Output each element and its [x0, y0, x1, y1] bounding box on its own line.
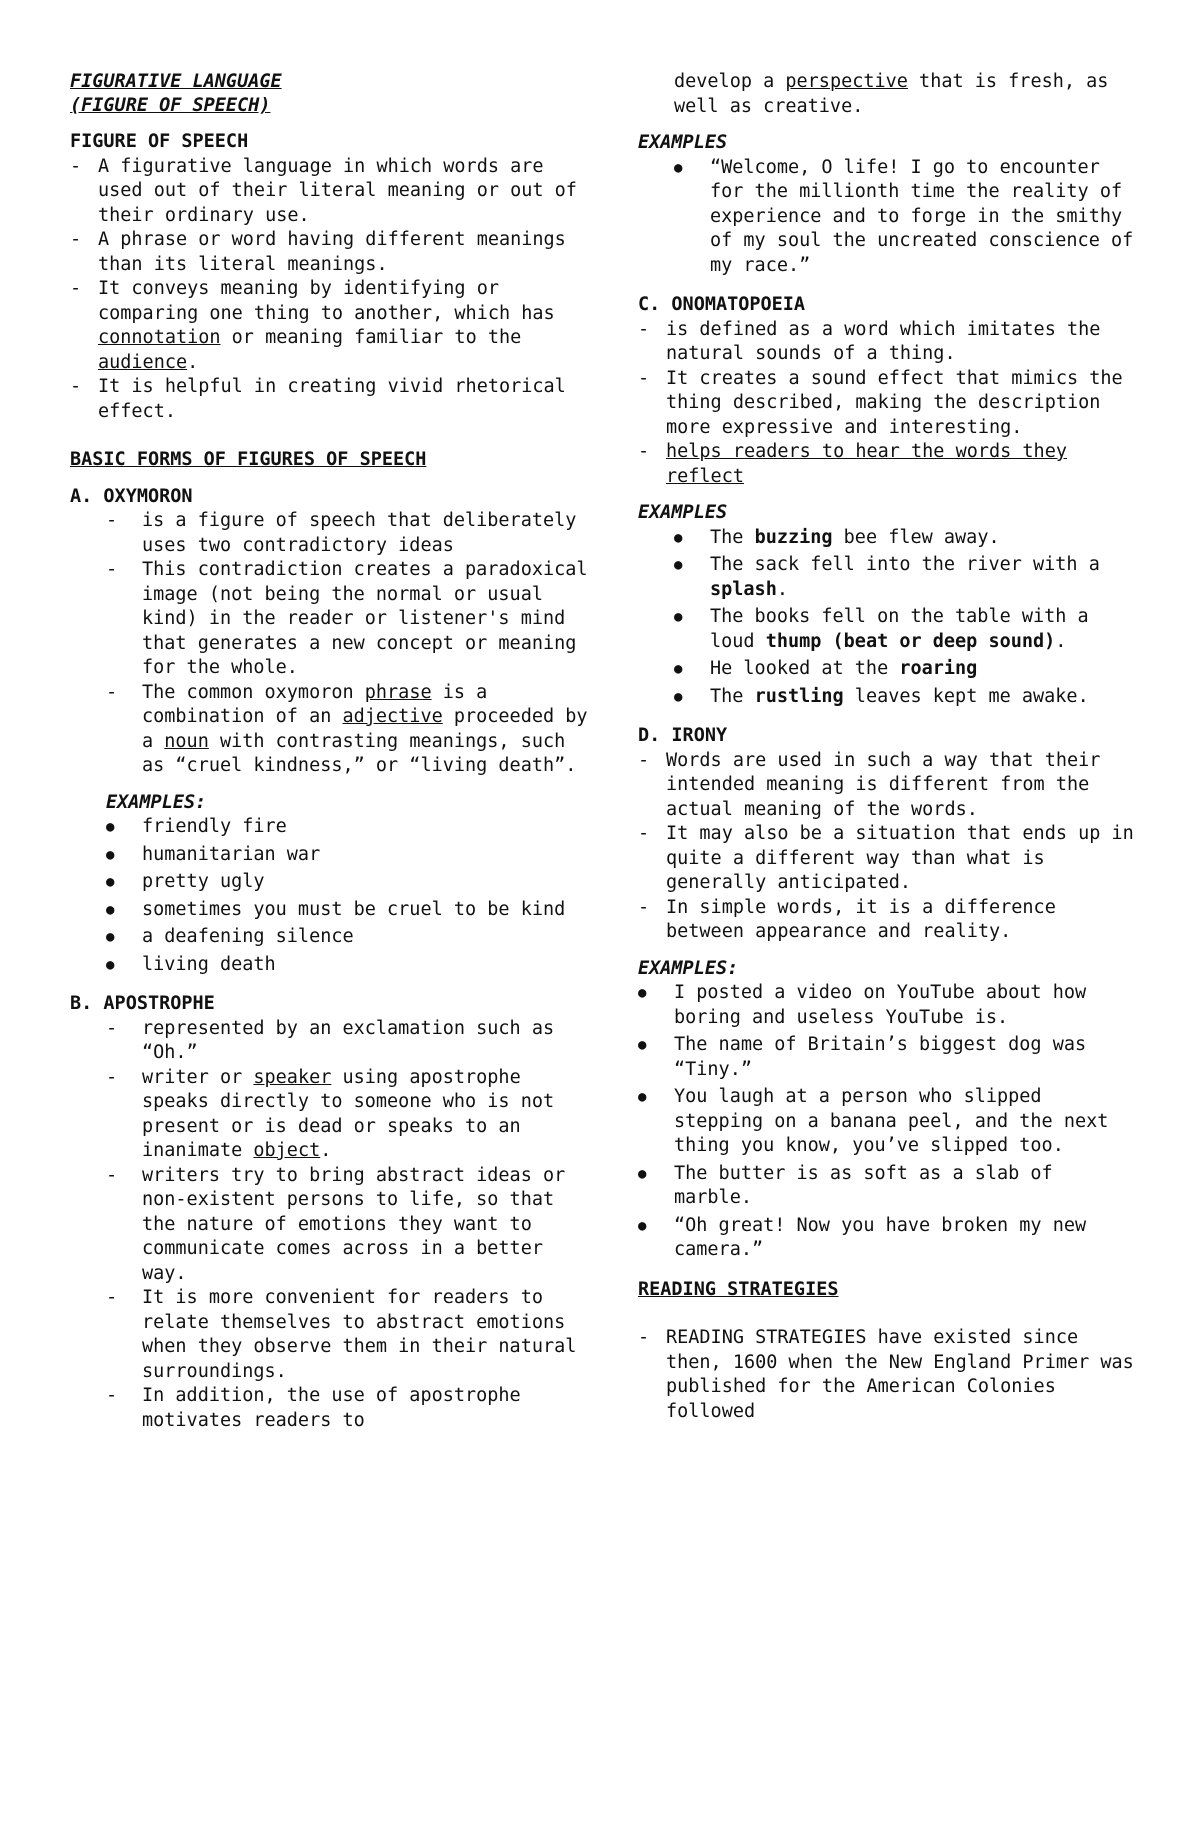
list-item: ● The books fell on the table with a loud thump (beat or deep sound). [674, 605, 1138, 654]
list-item: - A figurative language in which words are used out of their literal meaning or out of their ordinary use. [70, 155, 590, 229]
list-item: - Words are used in such a way that their intended meaning is different from the actual meaning of the words. [638, 749, 1138, 823]
oxymoron-heading: A. OXYMORON [70, 485, 193, 507]
figure-of-speech-list [70, 155, 590, 425]
left-column [70, 70, 590, 1433]
underlined-term: adjective [342, 706, 443, 727]
underlined-term: connotation [98, 327, 221, 348]
continuation-text: develop a perspective that is fresh, as well as creative. [674, 71, 1109, 117]
reading-strategies-heading: READING STRATEGIES [638, 1278, 839, 1300]
underlined-term: helps readers to hear the words they reflect [666, 441, 1067, 487]
list-item: - A phrase or word having different meanings than its literal meanings. [70, 228, 590, 277]
list-item: - is defined as a word which imitates the natural sounds of a thing. [638, 318, 1138, 367]
list-item: ● The sack fell into the river with a splash. [674, 553, 1138, 602]
apostrophe-heading: B. APOSTROPHE [70, 993, 215, 1014]
irony-examples-list [638, 981, 1138, 1263]
underlined-term: speaker [253, 1066, 332, 1088]
underlined-term: audience [98, 351, 188, 373]
list-item: - It is helpful in creating vivid rhetorical effect. [70, 375, 590, 424]
list-item: - READING STRATEGIES have existed since then, 1600 when the New England Primer was published for the American Colonies followed [638, 1326, 1138, 1424]
apostrophe-examples-list [674, 156, 1138, 279]
list-item: ● The rustling leaves kept me awake. [674, 685, 1138, 710]
list-item: ● “Welcome, O life! I go to encounter for the millionth time the reality of experience and to forge in the smithy of my soul the uncreated conscience of my race.” [674, 156, 1138, 279]
list-item: ● The name of Britain’s biggest dog was “Tiny.” [638, 1033, 1138, 1082]
irony-list [638, 749, 1138, 945]
list-item: ● living death [106, 953, 590, 978]
list-item: ● “Oh great! Now you have broken my new camera.” [638, 1214, 1138, 1263]
onomatopoeia-examples-label: EXAMPLES [638, 502, 728, 523]
oxymoron-examples-label: EXAMPLES: [106, 791, 207, 813]
list-item: ● humanitarian war [106, 843, 590, 868]
figure-of-speech-heading: FIGURE OF SPEECH [70, 131, 249, 152]
list-item: - It creates a sound effect that mimics the thing described, making the description more expressive and interesting. [638, 367, 1138, 441]
list-item: ● He looked at the roaring [674, 657, 1138, 682]
apostrophe-examples-label: EXAMPLES [638, 132, 728, 153]
list-item: ● The butter is as soft as a slab of marble. [638, 1162, 1138, 1211]
document-title-line2: (FIGURE OF SPEECH) [70, 95, 271, 116]
list-item: ● You laugh at a person who slipped stepping on a banana peel, and the next thing you know, you’ve slipped too. [638, 1085, 1138, 1159]
list-item: - It is more convenient for readers to relate themselves to abstract emotions when they observe them in their natural surroundings. [106, 1286, 590, 1384]
list-item: - This contradiction creates a paradoxical image (not being the normal or usual kind) in the reader or listener's mind that generates a new concept or meaning for the whole. [106, 558, 590, 681]
onomatopoeia-heading: C. ONOMATOPOEIA [638, 294, 806, 315]
basic-forms-heading: BASIC FORMS OF FIGURES OF SPEECH [70, 449, 427, 470]
document-title-line1: FIGURATIVE LANGUAGE [70, 71, 282, 92]
list-item: - It conveys meaning by identifying or comparing one thing to another, which has connotation or meaning familiar to the audience. [70, 277, 590, 375]
reading-strategies-list [638, 1326, 1138, 1424]
list-item: ● sometimes you must be cruel to be kind [106, 898, 590, 923]
underlined-term: noun [164, 730, 209, 752]
onomatopoeia-list [638, 318, 1138, 490]
list-item: - The common oxymoron phrase is a combination of an adjective proceeded by a noun with contrasting meanings, such as “cruel kindness,” or “living death”. [106, 681, 590, 779]
list-item: ● a deafening silence [106, 925, 590, 950]
list-item: - In addition, the use of apostrophe motivates readers to [106, 1384, 590, 1433]
right-column [638, 70, 1138, 1424]
list-item: ● The buzzing bee flew away. [674, 526, 1138, 551]
underlined-term: phrase [364, 681, 432, 703]
underlined-term: perspective [785, 71, 908, 92]
list-item: ● I posted a video on YouTube about how boring and useless YouTube is. [638, 981, 1138, 1030]
oxymoron-list [106, 509, 590, 779]
oxymoron-examples-list [106, 815, 590, 977]
list-item [638, 440, 1138, 489]
list-item: ● pretty ugly [106, 870, 590, 895]
list-item: ● friendly fire [106, 815, 590, 840]
list-item: - In simple words, it is a difference between appearance and reality. [638, 896, 1138, 945]
onomatopoeia-examples-list [674, 526, 1138, 710]
list-item: - is a figure of speech that deliberately uses two contradictory ideas [106, 509, 590, 558]
apostrophe-list [106, 1017, 590, 1434]
list-item: - represented by an exclamation such as “Oh.” [106, 1017, 590, 1066]
list-item: - writer or speaker using apostrophe speaks directly to someone who is not present or is dead or speaks to an inanimate object. [106, 1066, 590, 1164]
list-item: - It may also be a situation that ends up in quite a different way than what is generally anticipated. [638, 822, 1138, 896]
irony-examples-label: EXAMPLES: [638, 957, 739, 979]
underlined-term: object [253, 1140, 321, 1161]
irony-heading: D. IRONY [638, 725, 728, 746]
list-item: - writers try to bring abstract ideas or non-existent persons to life, so that the nature of emotions they want to communicate comes across in a better way. [106, 1164, 590, 1287]
